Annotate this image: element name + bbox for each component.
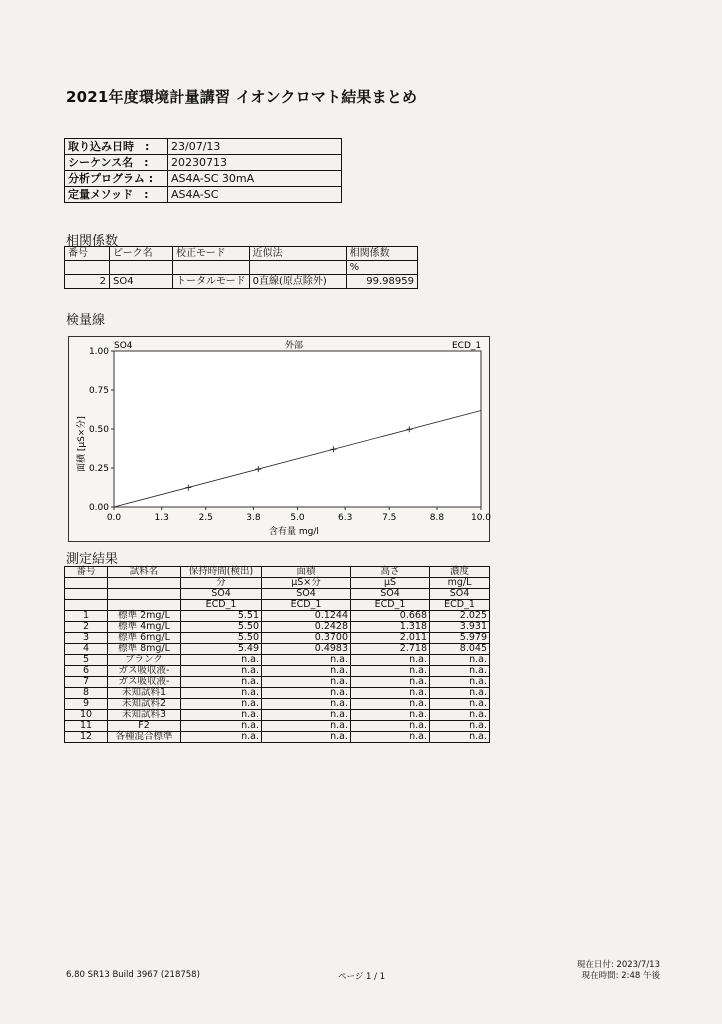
results-data-row-cell: 2.025: [430, 611, 490, 622]
results-data-row-cell: n.a.: [262, 710, 351, 721]
results-data-row-cell: 0.668: [351, 611, 430, 622]
results-data-row-cell: ガス吸収液-: [108, 666, 181, 677]
results-data-row-cell: n.a.: [351, 710, 430, 721]
results-header-row-cell: 面積: [262, 567, 351, 578]
results-data-row: [65, 710, 490, 721]
y-tick-label: 0.75: [88, 386, 109, 396]
results-data-row-cell: 2.011: [351, 633, 430, 644]
results-data-row: [65, 655, 490, 666]
results-table-body: [65, 567, 490, 743]
correlation-unit-row: [65, 261, 418, 275]
results-peak-row-cell: [108, 589, 181, 600]
results-data-row-cell: n.a.: [351, 688, 430, 699]
chart-label-detector: ECD_1: [452, 341, 482, 351]
results-data-row-cell: 7: [65, 677, 108, 688]
correlation-coefficient: 99.98959: [346, 275, 417, 289]
results-data-row-cell: n.a.: [430, 721, 490, 732]
y-tick-label: 1.00: [88, 347, 109, 357]
chart-x-title: 含有量 mg/l: [269, 527, 319, 537]
results-peak-row-cell: SO4: [351, 589, 430, 600]
results-data-row-cell: ブランク: [108, 655, 181, 666]
results-data-row-cell: 1.318: [351, 622, 430, 633]
document-title: 2021年度環境計量講習 イオンクロマト結果まとめ: [66, 88, 418, 106]
results-header-row-cell: 試料名: [108, 567, 181, 578]
results-data-row-cell: 未知試料2: [108, 699, 181, 710]
correlation-header-row: [65, 247, 418, 261]
results-data-row-cell: n.a.: [430, 666, 490, 677]
results-data-row-cell: n.a.: [262, 655, 351, 666]
results-detector-row-cell: [65, 600, 108, 611]
info-row: [65, 187, 342, 203]
calibration-chart-svg: [69, 337, 492, 541]
calibration-chart: [68, 336, 490, 542]
x-tick-label: 3.8: [246, 513, 261, 523]
results-header-row-cell: 保持時間(検出): [181, 567, 262, 578]
results-data-row-cell: 3.931: [430, 622, 490, 633]
results-data-row-cell: n.a.: [181, 732, 262, 743]
results-data-row-cell: 各種混合標準: [108, 732, 181, 743]
results-peak-row-cell: SO4: [430, 589, 490, 600]
footer-page: ページ 1 / 1: [338, 972, 386, 982]
results-data-row-cell: 8: [65, 688, 108, 699]
results-data-row-cell: n.a.: [262, 688, 351, 699]
results-data-row-cell: n.a.: [430, 699, 490, 710]
correlation-table: [64, 246, 418, 289]
results-data-row-cell: n.a.: [430, 655, 490, 666]
results-data-row-cell: 0.4983: [262, 644, 351, 655]
results-data-row-cell: n.a.: [262, 677, 351, 688]
results-data-row-cell: n.a.: [351, 677, 430, 688]
results-data-row-cell: 5.50: [181, 622, 262, 633]
results-data-row-cell: n.a.: [181, 677, 262, 688]
results-data-row-cell: n.a.: [262, 699, 351, 710]
results-data-row: [65, 721, 490, 732]
info-row: [65, 155, 342, 171]
results-data-row-cell: 10: [65, 710, 108, 721]
results-data-row-cell: 3: [65, 633, 108, 644]
correlation-heading: 相関係数: [66, 234, 119, 249]
results-unit-row-cell: [65, 578, 108, 589]
results-unit-row-cell: 分: [181, 578, 262, 589]
results-data-row-cell: n.a.: [181, 721, 262, 732]
results-heading: 測定結果: [66, 552, 119, 567]
results-data-row-cell: n.a.: [430, 710, 490, 721]
results-data-row: [65, 644, 490, 655]
results-data-row-cell: 5.49: [181, 644, 262, 655]
results-data-row-cell: 5: [65, 655, 108, 666]
y-tick-label: 0.50: [88, 425, 109, 435]
results-header-row-cell: 番号: [65, 567, 108, 578]
results-data-row-cell: 9: [65, 699, 108, 710]
chart-y-title-side: 面積 [μS×分]: [77, 416, 87, 472]
results-detector-row-cell: ECD_1: [430, 600, 490, 611]
results-data-row-cell: n.a.: [430, 677, 490, 688]
results-header-row-cell: 濃度: [430, 567, 490, 578]
results-data-row-cell: n.a.: [181, 710, 262, 721]
info-value: AS4A-SC: [168, 187, 342, 203]
col-header: 近似法: [249, 247, 346, 261]
results-unit-row-cell: μS×分: [262, 578, 351, 589]
y-tick-label: 0.25: [88, 464, 109, 474]
results-data-row-cell: 標準 4mg/L: [108, 622, 181, 633]
results-data-row: [65, 611, 490, 622]
results-data-row-cell: n.a.: [181, 699, 262, 710]
col-header: 相関係数: [346, 247, 417, 261]
x-tick-label: 5.0: [290, 513, 305, 523]
results-peak-row-cell: SO4: [262, 589, 351, 600]
results-unit-row-cell: [108, 578, 181, 589]
info-label: 分析プログラム :: [65, 171, 168, 187]
acquisition-info-table: [64, 138, 342, 203]
results-data-row-cell: 0.2428: [262, 622, 351, 633]
info-value: 20230713: [168, 155, 342, 171]
results-data-row-cell: 0.1244: [262, 611, 351, 622]
results-data-row-cell: n.a.: [181, 655, 262, 666]
results-header-row-cell: 高さ: [351, 567, 430, 578]
results-data-row-cell: 4: [65, 644, 108, 655]
footer-datetime: [560, 960, 660, 982]
results-data-row: [65, 633, 490, 644]
results-data-row-cell: 12: [65, 732, 108, 743]
results-unit-row: [65, 578, 490, 589]
results-detector-row: [65, 600, 490, 611]
x-tick-label: 1.3: [154, 513, 169, 523]
results-peak-row-cell: SO4: [181, 589, 262, 600]
results-data-row-cell: 未知試料3: [108, 710, 181, 721]
results-data-row: [65, 688, 490, 699]
chart-plot-area: [89, 347, 491, 523]
results-data-row-cell: n.a.: [262, 721, 351, 732]
results-data-row-cell: 標準 8mg/L: [108, 644, 181, 655]
col-header: 番号: [65, 247, 110, 261]
col-header: ピーク名: [110, 247, 173, 261]
footer-build: 6.80 SR13 Build 3967 (218758): [66, 970, 200, 980]
results-data-row-cell: 5.979: [430, 633, 490, 644]
calibration-heading: 検量線: [66, 313, 106, 328]
results-data-row: [65, 622, 490, 633]
correlation-data-row: [65, 275, 418, 289]
results-peak-row: [65, 589, 490, 600]
results-data-row: [65, 666, 490, 677]
results-data-row-cell: n.a.: [430, 732, 490, 743]
results-data-row-cell: n.a.: [351, 699, 430, 710]
results-peak-row-cell: [65, 589, 108, 600]
results-data-row-cell: n.a.: [351, 666, 430, 677]
approximation: 0直線(原点除外): [249, 275, 346, 289]
x-tick-label: 7.5: [382, 513, 397, 523]
info-row: [65, 139, 342, 155]
footer-date: 現在日付: 2023/7/13: [576, 960, 660, 970]
results-data-row: [65, 732, 490, 743]
results-data-row-cell: 1: [65, 611, 108, 622]
results-unit-row-cell: μS: [351, 578, 430, 589]
results-data-row-cell: 2: [65, 622, 108, 633]
results-data-row-cell: 8.045: [430, 644, 490, 655]
col-header: 校正モード: [173, 247, 250, 261]
results-detector-row-cell: ECD_1: [351, 600, 430, 611]
results-detector-row-cell: ECD_1: [181, 600, 262, 611]
results-detector-row-cell: ECD_1: [262, 600, 351, 611]
chart-label-peak: SO4: [114, 341, 133, 351]
results-table: [64, 566, 490, 743]
info-label: シーケンス名 :: [65, 155, 168, 171]
results-header-row: [65, 567, 490, 578]
results-detector-row-cell: [108, 600, 181, 611]
results-data-row-cell: 2.718: [351, 644, 430, 655]
info-value: AS4A-SC 30mA: [168, 171, 342, 187]
results-data-row-cell: 標準 2mg/L: [108, 611, 181, 622]
x-tick-label: 8.8: [429, 513, 445, 523]
results-data-row-cell: 6: [65, 666, 108, 677]
results-data-row-cell: n.a.: [351, 655, 430, 666]
results-data-row-cell: n.a.: [262, 732, 351, 743]
x-tick-label: 0.0: [106, 513, 122, 523]
results-data-row-cell: n.a.: [351, 732, 430, 743]
calibration-mode: トータルモード: [173, 275, 250, 289]
results-data-row-cell: ガス吸収液-: [108, 677, 181, 688]
results-unit-row-cell: mg/L: [430, 578, 490, 589]
footer-time: 現在時間: 2:48 午後: [581, 971, 660, 981]
results-data-row-cell: n.a.: [430, 688, 490, 699]
results-data-row-cell: 5.50: [181, 633, 262, 644]
peak-name: SO4: [110, 275, 173, 289]
results-data-row-cell: 5.51: [181, 611, 262, 622]
x-tick-label: 10.0: [470, 513, 492, 523]
results-data-row-cell: 標準 6mg/L: [108, 633, 181, 644]
results-data-row-cell: F2: [108, 721, 181, 732]
results-data-row-cell: n.a.: [181, 688, 262, 699]
info-row: [65, 171, 342, 187]
results-data-row: [65, 677, 490, 688]
plot-frame: [114, 351, 481, 507]
results-data-row-cell: 0.3700: [262, 633, 351, 644]
x-tick-label: 2.5: [198, 513, 213, 523]
results-data-row-cell: n.a.: [262, 666, 351, 677]
unit-cell: %: [346, 261, 417, 275]
info-label: 取り込み日時 :: [65, 139, 168, 155]
results-data-row-cell: 未知試料1: [108, 688, 181, 699]
chart-label-method: 外部: [285, 341, 304, 351]
results-data-row-cell: 11: [65, 721, 108, 732]
info-value: 23/07/13: [168, 139, 342, 155]
results-data-row-cell: n.a.: [181, 666, 262, 677]
y-tick-label: 0.00: [88, 503, 109, 513]
info-label: 定量メソッド :: [65, 187, 168, 203]
results-data-row-cell: n.a.: [351, 721, 430, 732]
x-tick-label: 6.3: [338, 513, 353, 523]
results-data-row: [65, 699, 490, 710]
row-number: 2: [65, 275, 110, 289]
